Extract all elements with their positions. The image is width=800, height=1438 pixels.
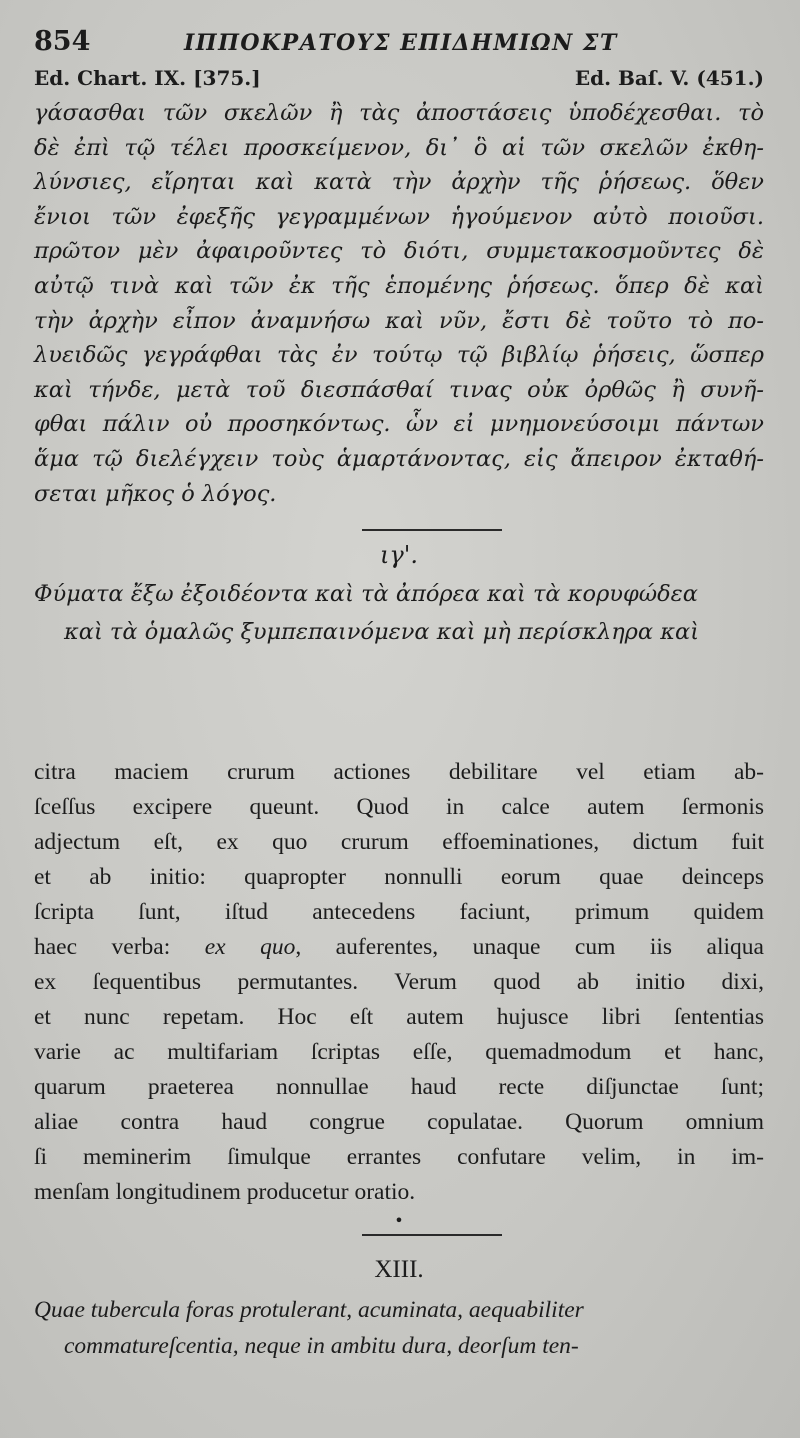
greek-line: φθαι πάλιν οὐ προσηκόντως. ὧν εἰ μνημονεύσοιμι πάντων — [34, 411, 764, 438]
latin-commentary — [34, 755, 764, 1210]
greek-line: καὶ τήνδε, μετὰ τοῦ διεσπάσθαί τινας οὐκ ὀρθῶς ἢ συνῆ- — [34, 376, 764, 403]
greek-aphorism-line: καὶ τὰ ὁμαλῶς ξυμπεπαινόμενα καὶ μὴ περίσκληρα καὶ — [64, 619, 700, 646]
latin-aphorism-line: commatureſcentia, neque in ambitu dura, deorſum ten- — [64, 1333, 579, 1360]
latin-line: ſceſſus excipere queunt. Quod in calce autem ſermonis — [34, 794, 764, 821]
greek-line: λυειδῶς γεγράφθαι τὰς ἐν τούτῳ τῷ βιβλίῳ ῥήσεις, ὥσπερ — [34, 342, 764, 369]
greek-line: δὲ ἐπὶ τῷ τέλει προσκείμενον, δι᾽ ὃ αἱ τῶν σκελῶν ἐκθη- — [34, 134, 764, 161]
greek-line: πρῶτον μὲν ἀφαιροῦντες τὸ διότι, συμμετακοσμοῦντες δὲ — [34, 238, 764, 265]
greek-line: ἔνιοι τῶν ἐφεξῆς γεγραμμένων ἡγούμενον αὐτὸ ποιοῦσι. — [34, 203, 764, 230]
latin-line: menſam longitudinem producetur oratio. — [34, 1179, 416, 1206]
greek-line: αὐτῷ τινὰ καὶ τῶν ἐκ τῆς ἑπομένης ῥήσεως. ὅπερ δὲ καὶ — [34, 272, 764, 299]
latin-line: et ab initio: quapropter nonnulli eorum quae deinceps — [34, 864, 764, 891]
greek-commentary — [34, 96, 764, 511]
latin-italic-quote: ex quo — [204, 934, 296, 961]
latin-line: ſcripta ſunt, iſtud antecedens faciunt, primum quidem — [34, 899, 764, 926]
greek-line: τὴν ἀρχὴν εἶπον ἀναμνήσω καὶ νῦν, ἔστι δὲ τοῦτο τὸ πο- — [34, 307, 764, 334]
latin-line: citra maciem crurum actiones debilitare vel etiam ab- — [34, 759, 764, 786]
latin-line: ex ſequentibus permutantes. Verum quod ab initio dixi, — [34, 969, 764, 996]
latin-section-number: XIII. — [374, 1256, 424, 1284]
latin-line-with-italic — [34, 930, 764, 965]
latin-line: adjectum eſt, ex quo crurum effoeminationes, dictum fuit — [34, 829, 764, 856]
latin-aphorism-line: Quae tubercula foras protulerant, acuminata, aequabiliter — [34, 1297, 584, 1324]
section-divider — [362, 529, 502, 531]
page-number: 854 — [34, 26, 91, 57]
latin-line: varie ac multifariam ſcriptas eſſe, quemadmodum et hanc, — [34, 1039, 764, 1066]
edition-basel-ref: Ed. Baſ. V. (451.) — [574, 66, 764, 90]
greek-line: λύνσιες, εἴρηται καὶ κατὰ τὴν ἀρχὴν τῆς ῥήσεως. ὅθεν — [34, 169, 764, 196]
latin-aphorism — [34, 1292, 764, 1364]
latin-line: et nunc repetam. Hoc eſt autem hujusce libri ſententias — [34, 1004, 764, 1031]
latin-text: , auferentes, unaque cum iis aliqua — [295, 934, 764, 961]
greek-aphorism — [34, 575, 764, 651]
ornament-dot: • — [394, 1211, 404, 1231]
greek-line: γάσασθαι τῶν σκελῶν ἢ τὰς ἀποστάσεις ὑποδέχεσθαι. τὸ — [34, 100, 764, 126]
latin-text: haec verba: — [34, 934, 205, 961]
edition-chart-ref: Ed. Chart. IX. [375.] — [34, 66, 261, 90]
edition-reference-line — [34, 66, 764, 96]
latin-line: ſi meminerim ſimulque errantes confutare velim, in im- — [34, 1144, 764, 1171]
greek-section-number: ιγ'. — [380, 541, 418, 570]
greek-aphorism-line: Φύματα ἔξω ἐξοιδέοντα καὶ τὰ ἀπόρεα καὶ τὰ κορυφώδεα — [34, 581, 698, 608]
section-divider — [362, 1234, 502, 1236]
running-title: ΙΠΠΟΚΡΑΤΟΥΣ ΕΠΙΔΗΜΙΩΝ ΣΤ — [184, 30, 618, 56]
greek-line: ἅμα τῷ διελέγχειν τοὺς ἁμαρτάνοντας, εἰς ἄπειρον ἐκταθή- — [34, 445, 764, 472]
latin-line: aliae contra haud congrue copulatae. Quorum omnium — [34, 1109, 764, 1136]
greek-line: σεται μῆκος ὁ λόγος. — [34, 480, 277, 507]
page-header — [34, 26, 764, 66]
latin-line: quarum praeterea nonnullae haud recte diſjunctae ſunt; — [34, 1074, 764, 1101]
